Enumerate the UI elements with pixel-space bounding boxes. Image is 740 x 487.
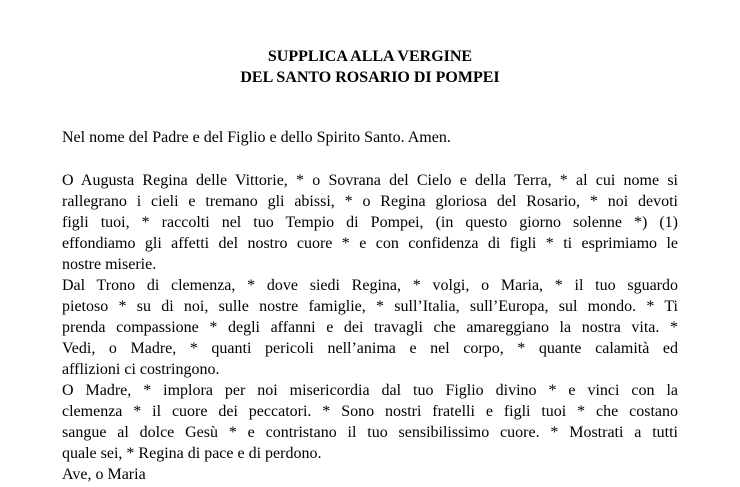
text-line: Ave, o Maria <box>62 466 146 483</box>
text-line: prenda compassione * degli affanni e dei travagli che amareggiano la nostra vita. * <box>62 319 678 336</box>
text-line: clemenza * il cuore dei peccatori. * Sono nostri fratelli e figli tuoi * che costano <box>62 403 678 420</box>
text-line: afflizioni ci costringono. <box>62 361 220 378</box>
text-line: O Augusta Regina delle Vittorie, * o Sovrana del Cielo e della Terra, * al cui nome si <box>62 172 678 189</box>
text-line: quale sei, * Regina di pace e di perdono. <box>62 445 322 462</box>
intro-paragraph: Nel nome del Padre e del Figlio e dello Spirito Santo. Amen. <box>62 129 451 146</box>
text-line: figli tuoi, * raccolti nel tuo Tempio di Pompei, (in questo giorno solenne *) (1) <box>62 214 678 231</box>
text-line: Vedi, o Madre, * quanti pericoli nell’anima e nel corpo, * quante calamità ed <box>62 340 678 357</box>
text-line: rallegrano i cieli e tremano gli abissi, * o Regina gloriosa del Rosario, * noi devoti <box>62 193 678 210</box>
title-line-2: DEL SANTO ROSARIO DI POMPEI <box>240 69 500 86</box>
text-line: O Madre, * implora per noi misericordia dal tuo Figlio divino * e vinci con la <box>62 382 678 399</box>
prayer-body <box>62 170 678 485</box>
text-line: pietoso * su di noi, sulle nostre famiglie, * sull’Italia, sull’Europa, sul mondo. * Ti <box>62 298 678 315</box>
text-line: sangue al dolce Gesù * e contristano il tuo sensibilissimo cuore. * Mostrati a tutti <box>62 424 678 441</box>
text-line: nostre miserie. <box>62 256 157 273</box>
title-line-1: SUPPLICA ALLA VERGINE <box>267 48 473 65</box>
text-line: effondiamo gli affetti del nostro cuore * e con confidenza di figli * ti esprimiamo le <box>62 235 678 252</box>
text-line: Dal Trono di clemenza, * dove siedi Regina, * volgi, o Maria, * il tuo sguardo <box>62 277 678 294</box>
